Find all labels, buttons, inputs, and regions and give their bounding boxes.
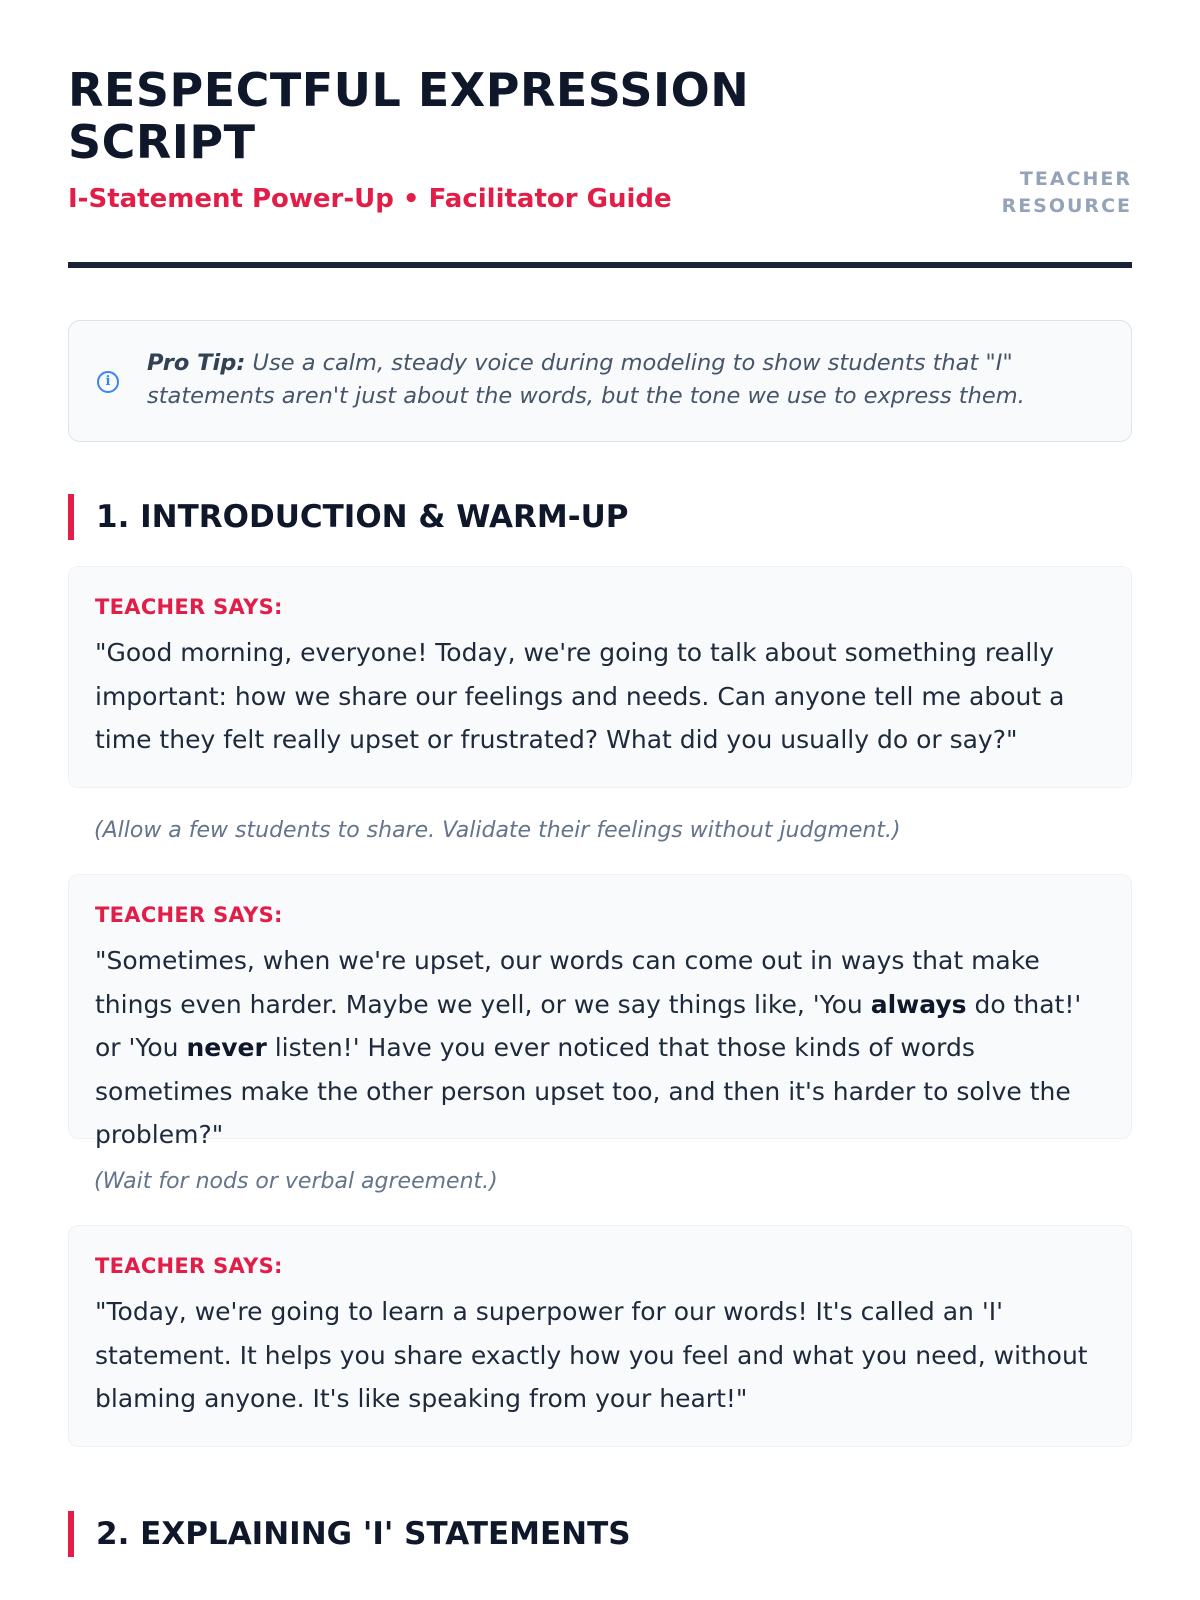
script-text-part: do that!' or 'You <box>95 989 1082 1062</box>
section-heading-introduction: 1. INTRODUCTION & WARM-UP <box>68 494 1132 540</box>
emphasis-never: never <box>186 1033 267 1062</box>
pro-tip-label: Pro Tip: <box>147 350 246 376</box>
stage-direction: (Wait for nods or verbal agreement.) <box>94 1169 498 1194</box>
teacher-script-text: "Today, we're going to learn a superpower for our words! It's called an 'I' statement. It helps you share exactly how you feel and what you need, without blaming anyone. It's like speaking from your heart!" <box>95 1297 1088 1413</box>
document-header <box>68 0 1132 268</box>
teacher-script-card <box>68 566 1132 788</box>
teacher-says-label: TEACHER SAYS: <box>95 1254 283 1278</box>
script-text-part: "Sometimes, when we're upset, our words can come out in ways that make things even harder. Maybe we yell, or we say things like, 'You <box>95 946 1040 1019</box>
resource-badge <box>992 166 1132 220</box>
emphasis-always: always <box>870 989 967 1019</box>
resource-badge-line1: TEACHER <box>1019 168 1132 190</box>
section-heading-explaining: 2. EXPLAINING 'I' STATEMENTS <box>68 1511 1132 1557</box>
pro-tip-callout <box>68 320 1132 442</box>
teacher-script-text: "Good morning, everyone! Today, we're going to talk about something really important: how we share our feelings and needs. Can anyone tell me about a time they felt really upset or frustrated? What did you usually do or say?" <box>95 638 1065 754</box>
document-title: RESPECTFUL EXPRESSION SCRIPT <box>68 63 750 169</box>
pro-tip-text <box>147 347 1105 413</box>
teacher-says-label: TEACHER SAYS: <box>95 595 283 619</box>
document-subtitle: I-Statement Power-Up • Facilitator Guide <box>68 184 672 214</box>
teacher-script-text <box>95 939 1105 1157</box>
teacher-says-label: TEACHER SAYS: <box>95 903 283 927</box>
stage-direction: (Allow a few students to share. Validate their feelings without judgment.) <box>94 818 901 843</box>
pro-tip-body: Use a calm, steady voice during modeling to show students that "I" statements aren't just about the words, but the tone we use to express them. <box>147 350 1025 409</box>
resource-badge-line2: RESOURCE <box>1001 195 1132 217</box>
info-icon: i <box>97 371 119 393</box>
script-text-part: listen!' Have you ever noticed that those kinds of words sometimes make the other person upset too, and then it's harder to solve the problem?" <box>95 1033 1071 1149</box>
teacher-script-card <box>68 874 1132 1149</box>
teacher-script-card <box>68 1225 1132 1447</box>
